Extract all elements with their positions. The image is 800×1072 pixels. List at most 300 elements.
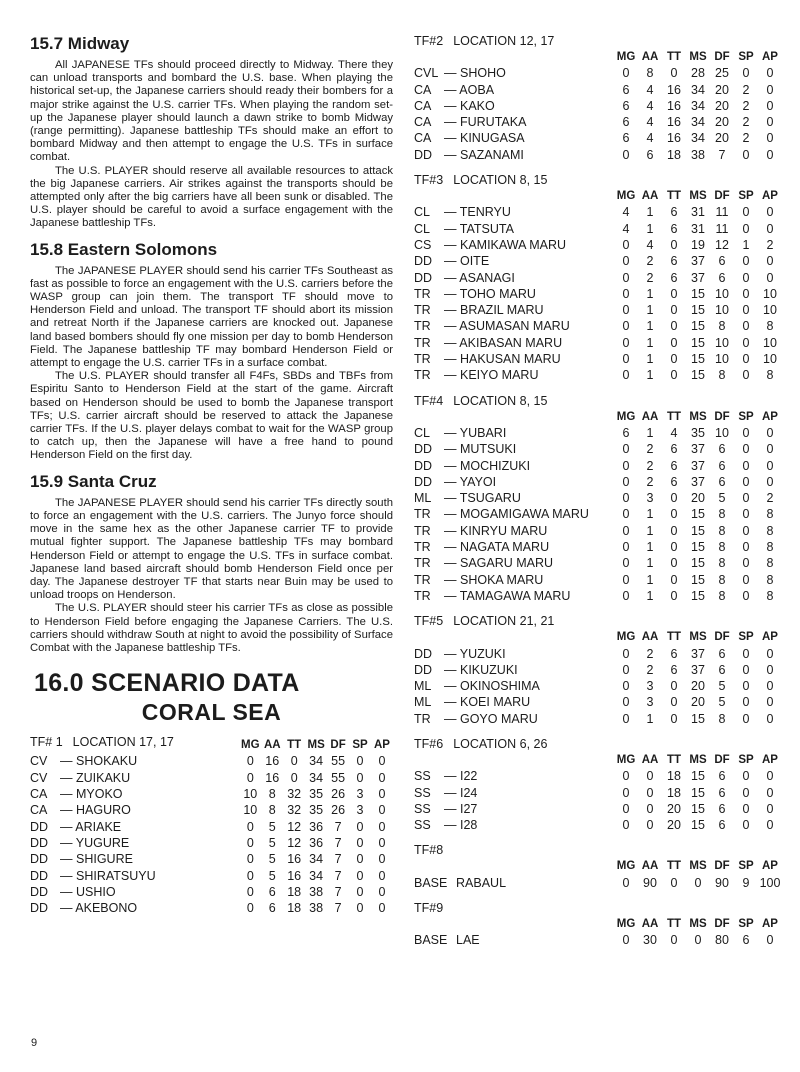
stat-mg: 0: [246, 884, 254, 899]
stat-tt: 0: [670, 572, 678, 587]
stat-df: 90: [715, 875, 729, 890]
ship-name: FURUTAKA: [459, 115, 527, 130]
ship-name: ZUIKAKU: [75, 770, 131, 785]
stat-ap: 0: [378, 868, 386, 883]
stat-aa: 5: [268, 819, 276, 834]
stat-tt: 0: [670, 556, 678, 571]
ship-type: CV: [30, 754, 48, 769]
ship-type: DD: [414, 474, 433, 489]
stat-tt: 16: [287, 868, 302, 883]
stat-ms: 15: [691, 507, 705, 522]
dash-separator: —: [444, 769, 460, 784]
stat-aa: 8: [646, 66, 654, 81]
ship-type: SS: [414, 801, 431, 816]
table-row: [414, 98, 782, 114]
ship-name: TSUGARU: [459, 491, 521, 506]
task-force-label: TF#9: [414, 901, 444, 916]
column-header-ms: MS: [689, 410, 707, 423]
stat-sp: 0: [742, 711, 750, 726]
stat-tt: 6: [670, 221, 678, 236]
table-row: [414, 817, 782, 833]
ship-type: BASE: [414, 933, 448, 948]
stat-aa: 1: [646, 221, 654, 236]
column-header-tt: TT: [666, 860, 682, 873]
column-header-ms: MS: [307, 739, 325, 752]
stat-ms: 15: [691, 801, 705, 816]
dash-separator: —: [444, 491, 460, 506]
dash-separator: —: [444, 66, 460, 81]
stat-ap: 10: [763, 303, 777, 318]
ship-type: CL: [414, 205, 430, 220]
ship-name: MYOKO: [75, 787, 123, 802]
stat-tt: 0: [670, 237, 678, 252]
stat-aa: 3: [646, 491, 654, 506]
ship-name: OKINOSHIMA: [459, 679, 540, 694]
stat-ap: 0: [378, 803, 386, 818]
stat-aa: 5: [268, 835, 276, 850]
paragraph: The U.S. PLAYER should transfer all F4Fs, SBDs and TBFs from Espiritu Santo to Henderson Field at the start of the game. Aircraft based on Henderson should be used to bomb the Japanese transport TFs; U.S. carrier aircraft should be reserved to attack the Japanese carrier TFs. If the U.S. player delays combat to wait for the WASP group to catch up, then the Japanese will have a free hand to pound Henderson Field on the first day.: [30, 370, 393, 462]
stat-ms: 38: [691, 147, 705, 162]
ship-name: SAGARU MARU: [459, 556, 554, 571]
dash-separator: —: [444, 646, 460, 661]
stat-df: 12: [715, 237, 729, 252]
stat-mg: 6: [622, 115, 630, 130]
stat-aa: 3: [646, 695, 654, 710]
stat-ap: 0: [766, 801, 774, 816]
stat-mg: 0: [622, 933, 630, 948]
ship-name: YAYOI: [459, 474, 497, 489]
stat-ap: 2: [766, 491, 774, 506]
stat-tt: 4: [670, 425, 678, 440]
ship-type: TR: [414, 556, 431, 571]
dash-separator: —: [60, 835, 76, 850]
ship-type: DD: [414, 254, 433, 269]
stat-ms: 36: [309, 835, 324, 850]
stat-tt: 0: [670, 540, 678, 555]
stat-df: 20: [715, 98, 729, 113]
column-header-mg: MG: [616, 51, 636, 63]
table-row: [414, 678, 782, 694]
stat-ms: 34: [691, 131, 705, 146]
table-row: [414, 932, 782, 948]
task-force-6: [414, 737, 790, 833]
stat-aa: 4: [646, 115, 654, 130]
stat-tt: 18: [287, 884, 302, 899]
stat-df: 8: [718, 556, 726, 571]
stat-sp: 2: [742, 98, 750, 113]
stat-tt: 6: [670, 270, 678, 285]
task-force-label: TF#6: [414, 736, 444, 751]
task-force-label: TF#3: [414, 173, 444, 188]
stat-df: 7: [334, 819, 342, 834]
stat-ap: 10: [763, 352, 777, 367]
stat-ms: 35: [691, 425, 705, 440]
stat-ms: 15: [691, 711, 705, 726]
stat-sp: 0: [742, 818, 750, 833]
ship-name: I22: [459, 769, 478, 784]
stat-sp: 0: [356, 852, 364, 867]
task-force-location: LOCATION 8, 15: [453, 393, 548, 408]
stat-sp: 2: [742, 82, 750, 97]
stat-mg: 0: [622, 286, 630, 301]
stat-aa: 8: [268, 803, 276, 818]
stat-tt: 0: [670, 711, 678, 726]
ship-type: TR: [414, 523, 431, 538]
column-header-sp: SP: [738, 918, 754, 931]
stat-ap: 0: [766, 458, 774, 473]
table-row: [414, 572, 782, 588]
dash-separator: —: [444, 556, 460, 571]
stat-ap: 0: [378, 787, 386, 802]
ship-name: ASUMASAN MARU: [459, 319, 570, 334]
stat-aa: 3: [646, 679, 654, 694]
dash-separator: —: [60, 803, 76, 818]
stat-df: 5: [718, 695, 726, 710]
stat-mg: 6: [622, 98, 630, 113]
stat-sp: 6: [742, 933, 750, 948]
ship-name: MOGAMIGAWA MARU: [459, 507, 589, 522]
stat-sp: 3: [356, 803, 364, 818]
stat-ap: 0: [378, 884, 386, 899]
stat-sp: 0: [742, 556, 750, 571]
stat-df: 7: [334, 852, 342, 867]
dash-separator: —: [444, 801, 460, 816]
dash-separator: —: [60, 852, 76, 867]
stat-tt: 0: [670, 491, 678, 506]
stat-ms: 15: [691, 523, 705, 538]
column-header-mg: MG: [616, 753, 636, 766]
column-header-ms: MS: [689, 753, 707, 766]
right-column: [414, 34, 790, 949]
stat-tt: 0: [670, 303, 678, 318]
table-row: [414, 130, 782, 146]
dash-separator: —: [444, 205, 460, 220]
stat-sp: 0: [742, 319, 750, 334]
dash-separator: —: [60, 884, 76, 899]
stat-tt: 16: [667, 131, 681, 146]
stat-sp: 0: [742, 335, 750, 350]
stat-mg: 0: [622, 270, 630, 285]
stat-aa: 1: [646, 572, 654, 587]
table-row: [30, 802, 393, 818]
stat-ap: 0: [766, 66, 774, 81]
stat-ms: 20: [691, 491, 705, 506]
stat-df: 8: [718, 540, 726, 555]
stat-ms: 20: [691, 695, 705, 710]
ship-type: CS: [414, 237, 432, 252]
stat-mg: 0: [622, 572, 630, 587]
ship-type: DD: [414, 458, 433, 473]
ship-type: DD: [30, 901, 49, 916]
stat-aa: 2: [646, 270, 654, 285]
ship-name: TENRYU: [459, 205, 511, 220]
stat-tt: 0: [670, 875, 678, 890]
stat-aa: 1: [646, 335, 654, 350]
dash-separator: —: [444, 319, 460, 334]
stat-mg: 10: [243, 787, 258, 802]
stat-ms: 15: [691, 540, 705, 555]
column-header-tt: TT: [666, 631, 682, 644]
stat-sp: 0: [356, 754, 364, 769]
stat-ap: 0: [766, 785, 774, 800]
ship-type: ML: [414, 679, 432, 694]
stat-ap: 0: [378, 754, 386, 769]
column-header-tt: TT: [666, 410, 682, 423]
stat-df: 8: [718, 507, 726, 522]
stat-ap: 0: [766, 270, 774, 285]
stat-mg: 0: [622, 319, 630, 334]
task-force-location: LOCATION 21, 21: [453, 614, 555, 629]
stat-sp: 1: [742, 237, 750, 252]
stat-tt: 18: [667, 147, 681, 162]
stat-ms: 37: [691, 662, 705, 677]
stat-aa: 4: [646, 82, 654, 97]
stat-ap: 0: [766, 82, 774, 97]
stat-ms: 15: [691, 286, 705, 301]
stat-tt: 0: [670, 933, 678, 948]
ship-type: TR: [414, 319, 431, 334]
stat-mg: 0: [622, 785, 630, 800]
table-row: [30, 900, 393, 916]
stat-tt: 0: [670, 588, 678, 603]
stat-tt: 20: [667, 801, 681, 816]
stat-tt: 18: [287, 901, 302, 916]
ship-type: DD: [414, 147, 433, 162]
stat-tt: 0: [670, 523, 678, 538]
dash-separator: —: [60, 901, 76, 916]
ship-type: SS: [414, 769, 431, 784]
stat-tt: 6: [670, 458, 678, 473]
stat-tt: 32: [287, 787, 302, 802]
dash-separator: —: [444, 662, 460, 677]
table-row: [414, 768, 782, 784]
task-force-label: TF#2: [414, 34, 444, 48]
task-force-title: [414, 173, 790, 188]
stat-ap: 8: [766, 540, 774, 555]
column-header-sp: SP: [738, 410, 754, 423]
paragraph: All JAPANESE TFs should proceed directly to Midway. There they can unload transports and bombard the U.S. base. When playing the historical set-up, the Japanese carriers should ready their bombers for a major strike against the U.S. carrier TFs. When playing the random set-up the Japanese player should launch a dawn strike to bomb Midway (range permitting). Japanese battleship TFs should make an effort to bombard Midway and then attempt to engage the U.S. TFs in surface combat.: [30, 59, 393, 164]
table-row: [414, 785, 782, 801]
stat-sp: 0: [742, 646, 750, 661]
task-force-title: [414, 901, 790, 916]
table-row: [30, 835, 393, 851]
stat-aa: 5: [268, 868, 276, 883]
stat-tt: 18: [667, 785, 681, 800]
dash-separator: —: [444, 147, 460, 162]
stat-aa: 0: [646, 785, 654, 800]
stat-mg: 0: [246, 770, 254, 785]
stat-ap: 0: [766, 254, 774, 269]
stat-sp: 3: [356, 787, 364, 802]
ship-type: TR: [414, 286, 431, 301]
stat-mg: 4: [622, 221, 630, 236]
stat-ap: 100: [759, 875, 781, 890]
stat-tt: 20: [667, 818, 681, 833]
stat-df: 8: [718, 711, 726, 726]
stat-mg: 0: [246, 852, 254, 867]
table-row: [414, 441, 782, 457]
stat-mg: 0: [622, 474, 630, 489]
stat-aa: 4: [646, 98, 654, 113]
table-row: [414, 147, 782, 163]
stat-mg: 0: [622, 556, 630, 571]
stat-sp: 0: [742, 254, 750, 269]
stat-aa: 1: [646, 368, 654, 383]
table-row: [414, 490, 782, 506]
stat-ms: 36: [309, 819, 324, 834]
ship-name: KINRYU MARU: [459, 523, 548, 538]
ship-type: CVL: [414, 66, 439, 81]
stat-mg: 0: [622, 801, 630, 816]
dash-separator: —: [444, 82, 460, 97]
ship-type: DD: [30, 852, 49, 867]
stat-mg: 0: [246, 835, 254, 850]
stat-aa: 16: [265, 770, 280, 785]
ship-name: RABAUL: [456, 875, 507, 890]
stat-aa: 1: [646, 205, 654, 220]
ship-name: GOYO MARU: [459, 711, 538, 726]
stat-mg: 0: [622, 679, 630, 694]
ship-type: CV: [30, 770, 48, 785]
stat-sp: 9: [742, 875, 750, 890]
stat-ms: 34: [691, 115, 705, 130]
stat-aa: 1: [646, 507, 654, 522]
dash-separator: —: [444, 458, 460, 473]
stat-aa: 1: [646, 540, 654, 555]
stat-sp: 0: [742, 507, 750, 522]
dash-separator: —: [444, 368, 460, 383]
dash-separator: —: [444, 588, 460, 603]
stat-sp: 0: [742, 425, 750, 440]
stat-ms: 15: [691, 556, 705, 571]
column-header-ap: AP: [762, 753, 778, 766]
stat-ms: 15: [691, 368, 705, 383]
stat-ms: 19: [691, 237, 705, 252]
ship-name: NAGATA MARU: [459, 540, 550, 555]
stat-sp: 2: [742, 131, 750, 146]
stat-ap: 8: [766, 572, 774, 587]
dash-separator: —: [60, 787, 76, 802]
stat-sp: 0: [742, 286, 750, 301]
stat-mg: 0: [622, 352, 630, 367]
stat-df: 10: [715, 335, 729, 350]
ship-name: SHIGURE: [75, 852, 133, 867]
dash-separator: —: [444, 270, 460, 285]
stat-df: 6: [718, 270, 726, 285]
column-header-aa: AA: [641, 860, 659, 873]
stat-ms: 37: [691, 646, 705, 661]
ship-name: USHIO: [75, 884, 116, 899]
stat-ap: 0: [766, 442, 774, 457]
stat-tt: 6: [670, 662, 678, 677]
stat-df: 8: [718, 523, 726, 538]
table-row: [414, 425, 782, 441]
ship-type: TR: [414, 507, 431, 522]
column-header-ap: AP: [762, 190, 778, 203]
ship-type: DD: [414, 662, 433, 677]
stat-df: 6: [718, 442, 726, 457]
column-header-mg: MG: [241, 739, 260, 752]
ship-name: LAE: [456, 933, 480, 948]
section-eastern-solomons: [30, 240, 393, 463]
stat-sp: 0: [356, 835, 364, 850]
stat-aa: 4: [646, 237, 654, 252]
ship-type: DD: [414, 646, 433, 661]
table-row: [414, 270, 782, 286]
section-heading: 15.8 Eastern Solomons: [30, 239, 218, 259]
dash-separator: —: [444, 286, 460, 301]
stat-ms: 34: [691, 82, 705, 97]
stat-mg: 10: [243, 803, 258, 818]
stat-mg: 0: [622, 588, 630, 603]
ship-name: MOCHIZUKI: [459, 458, 531, 473]
stat-aa: 1: [646, 425, 654, 440]
task-force-location: LOCATION 6, 26: [453, 736, 548, 751]
stat-ms: 15: [691, 303, 705, 318]
ship-type: TR: [414, 303, 431, 318]
task-force-location: LOCATION 17, 17: [72, 735, 174, 750]
ship-stats-table: [414, 916, 782, 949]
stat-tt: 6: [670, 474, 678, 489]
stat-df: 20: [715, 115, 729, 130]
column-header-ms: MS: [689, 631, 707, 644]
stat-sp: 0: [356, 819, 364, 834]
stat-tt: 0: [290, 770, 298, 785]
ship-name: HAGURO: [75, 803, 131, 818]
page-number: 9: [31, 1037, 38, 1049]
stat-df: 55: [331, 754, 346, 769]
column-header-aa: AA: [641, 51, 659, 63]
stat-tt: 0: [670, 695, 678, 710]
stat-ap: 10: [763, 335, 777, 350]
ship-name: SHIRATSUYU: [75, 868, 156, 883]
ship-type: CA: [414, 131, 432, 146]
ship-name: AKIBASAN MARU: [459, 335, 563, 350]
stat-mg: 0: [622, 147, 630, 162]
stat-sp: 0: [742, 66, 750, 81]
table-row: [414, 204, 782, 220]
stat-df: 8: [718, 368, 726, 383]
stat-aa: 90: [643, 875, 657, 890]
ship-type: ML: [414, 695, 432, 710]
stat-ms: 20: [691, 679, 705, 694]
stat-ms: 35: [309, 803, 324, 818]
task-force-3: [414, 173, 790, 384]
stat-mg: 0: [622, 368, 630, 383]
task-force-8: [414, 901, 790, 949]
stat-ms: 15: [691, 335, 705, 350]
column-header-df: DF: [714, 631, 730, 644]
column-header-aa: AA: [641, 918, 659, 931]
stat-tt: 12: [287, 835, 302, 850]
stat-aa: 2: [646, 254, 654, 269]
column-header-tt: TT: [666, 918, 682, 931]
task-force-location: LOCATION 12, 17: [453, 34, 555, 48]
task-force-title: [414, 394, 790, 409]
table-row: [414, 351, 782, 367]
column-header-aa: AA: [641, 753, 659, 766]
ship-type: DD: [30, 819, 49, 834]
task-force-5: [414, 614, 790, 727]
ship-type: TR: [414, 572, 431, 587]
stat-sp: 0: [742, 785, 750, 800]
stat-aa: 16: [265, 754, 280, 769]
column-header-aa: AA: [641, 410, 659, 423]
stat-sp: 0: [742, 769, 750, 784]
stat-df: 7: [334, 884, 342, 899]
column-header-sp: SP: [352, 739, 368, 752]
stat-ms: 15: [691, 352, 705, 367]
